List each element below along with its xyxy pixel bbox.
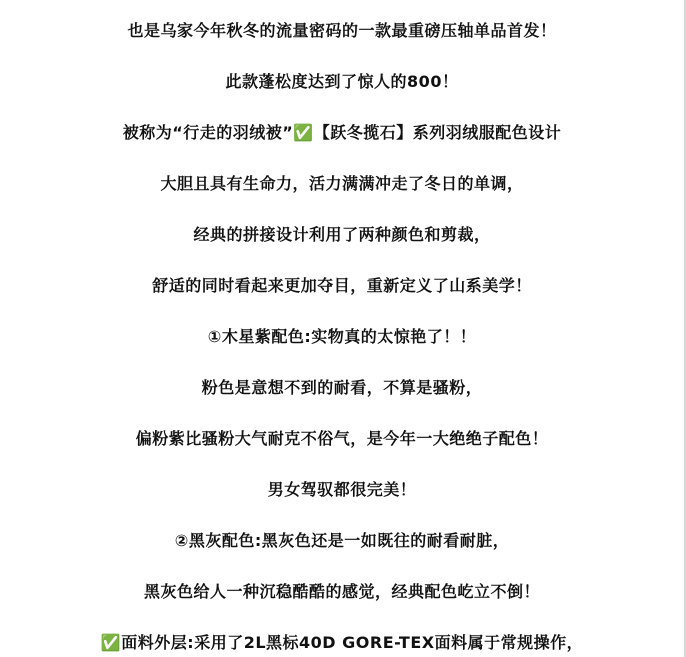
text-line: 被称为“行走的羽绒被”✅【跃冬揽石】系列羽绒服配色设计 (122, 123, 562, 142)
text-line: 男女驾驭都很完美！ (267, 480, 417, 499)
text-line: 偏粉紫比骚粉大气耐克不俗气，是今年一大绝绝子配色！ (135, 429, 549, 448)
text-line: 粉色是意想不到的耐看，不算是骚粉， (201, 378, 483, 397)
text-line: 黑灰色给人一种沉稳酷酷的感觉，经典配色屹立不倒！ (143, 582, 540, 601)
text-line: 经典的拼接设计利用了两种颜色和剪裁， (193, 225, 491, 244)
text-line: ①木星紫配色:实物真的太惊艳了！！ (207, 327, 477, 346)
text-line: 此款蓬松度达到了惊人的800！ (225, 72, 459, 91)
text-line: ②黑灰配色:黑灰色还是一如既往的耐看耐脏， (174, 531, 510, 550)
text-line: 大胆且具有生命力，活力满满冲走了冬日的单调， (160, 174, 524, 193)
text-line: 也是乌家今年秋冬的流量密码的一款最重磅压轴单品首发！ (127, 21, 557, 40)
text-line: 舒适的同时看起来更加夺目，重新定义了山系美学！ (152, 276, 532, 295)
text-line: ✅面料外层:采用了2L黑标40D GORE-TEX面料属于常规操作， (100, 633, 584, 652)
